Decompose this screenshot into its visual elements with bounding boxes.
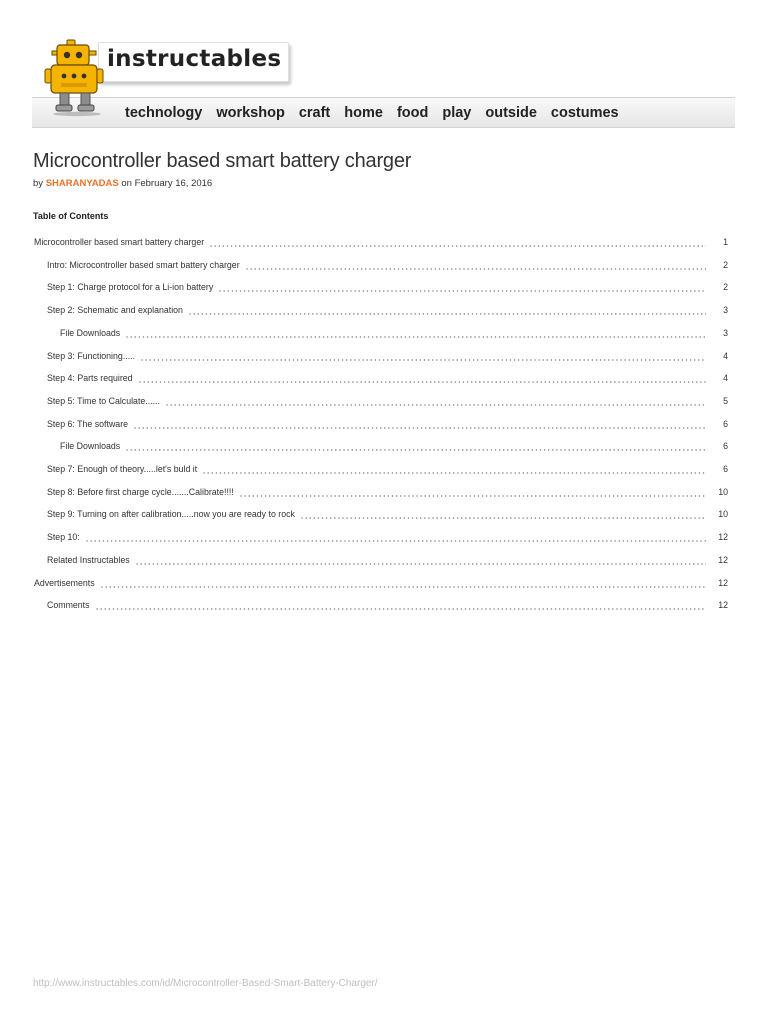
toc-dot-leader xyxy=(165,395,706,407)
toc-entry-page: 4 xyxy=(723,373,728,384)
toc-entry[interactable] xyxy=(47,390,728,412)
toc-entry[interactable] xyxy=(34,231,728,253)
toc-entry-page: 12 xyxy=(718,532,728,543)
toc-entry-page: 4 xyxy=(723,350,728,361)
toc-entry[interactable] xyxy=(47,458,728,480)
toc-entry-page: 3 xyxy=(723,305,728,316)
toc-entry-page: 12 xyxy=(718,600,728,611)
nav-item-technology[interactable]: technology xyxy=(125,104,203,121)
footer-url[interactable]: http://www.instructables.com/id/Microcontroller-Based-Smart-Battery-Charger/ xyxy=(33,978,378,989)
toc-dot-leader xyxy=(85,531,706,543)
toc-dot-leader xyxy=(300,508,706,520)
toc-entry[interactable] xyxy=(47,345,728,367)
toc-dot-leader xyxy=(218,281,706,293)
toc-entry-title[interactable]: Intro: Microcontroller based smart battery charger xyxy=(47,259,240,270)
site-header xyxy=(0,0,768,130)
toc-entry[interactable] xyxy=(47,276,728,298)
nav-item-home[interactable]: home xyxy=(344,104,383,121)
toc-entry[interactable] xyxy=(60,322,728,344)
toc-entry-page: 3 xyxy=(723,327,728,338)
toc-entry[interactable] xyxy=(47,594,728,616)
toc-entry-title[interactable]: File Downloads xyxy=(60,441,121,452)
toc-entry[interactable] xyxy=(47,481,728,503)
nav-menu xyxy=(125,98,633,127)
toc-dot-leader xyxy=(135,554,706,566)
toc-entry[interactable] xyxy=(47,413,728,435)
toc-entry-title[interactable]: Step 9: Turning on after calibration.....now you are ready to rock xyxy=(47,509,295,520)
page-title: Microcontroller based smart battery charger xyxy=(33,150,412,172)
toc-entry-title[interactable]: Step 10: xyxy=(47,532,80,543)
toc-entry[interactable] xyxy=(47,367,728,389)
toc-entry-title[interactable]: Comments xyxy=(47,600,90,611)
toc-entry-title[interactable]: Step 6: The software xyxy=(47,418,129,429)
toc-entry-page: 1 xyxy=(723,237,728,247)
toc-entry[interactable] xyxy=(60,435,728,457)
toc-entry-title[interactable]: Step 4: Parts required xyxy=(47,373,133,384)
toc-dot-leader xyxy=(245,259,706,271)
toc-entry-page: 2 xyxy=(723,282,728,293)
publish-date: on February 16, 2016 xyxy=(121,178,213,189)
nav-item-play[interactable]: play xyxy=(442,104,472,121)
toc-dot-leader xyxy=(95,599,706,611)
toc-entry[interactable] xyxy=(34,572,728,594)
toc-entry-title[interactable]: Advertisements xyxy=(34,577,95,588)
toc-dot-leader xyxy=(125,440,706,452)
toc-entry-title[interactable]: Step 2: Schematic and explanation xyxy=(47,305,183,316)
toc-entry-page: 6 xyxy=(723,464,728,474)
toc-entry-page: 2 xyxy=(723,259,728,270)
toc-entry-page: 6 xyxy=(723,441,728,452)
by-label: by xyxy=(33,178,44,189)
toc-entry-title[interactable]: Step 5: Time to Calculate...... xyxy=(47,395,160,406)
logo[interactable] xyxy=(98,42,289,82)
nav-item-outside[interactable]: outside xyxy=(485,104,537,121)
toc-entry[interactable] xyxy=(47,299,728,321)
toc-entry-page: 12 xyxy=(718,577,728,588)
toc-entry-title[interactable]: File Downloads xyxy=(60,327,121,338)
toc-entry-page: 5 xyxy=(723,395,728,406)
nav-item-craft[interactable]: craft xyxy=(298,104,331,121)
toc-entry-title[interactable]: Step 1: Charge protocol for a Li-ion battery xyxy=(47,282,214,293)
toc-entry-title[interactable]: Step 3: Functioning..... xyxy=(47,350,136,361)
toc-dot-leader xyxy=(209,236,706,248)
toc-entry-page: 10 xyxy=(718,509,728,520)
toc-dot-leader xyxy=(100,577,706,589)
toc-entry-title[interactable]: Step 7: Enough of theory.....let's buld it xyxy=(47,464,198,474)
author-link[interactable]: SHARANYADAS xyxy=(45,178,119,189)
nav-bar xyxy=(32,97,735,128)
toc-dot-leader xyxy=(202,463,706,475)
toc-entry-page: 10 xyxy=(718,486,728,497)
toc-dot-leader xyxy=(239,486,706,498)
toc-entry-page: 12 xyxy=(718,554,728,565)
toc-entry-title[interactable]: Step 8: Before first charge cycle.......Calibrate!!!! xyxy=(47,486,234,497)
toc-entry[interactable] xyxy=(47,549,728,571)
toc-dot-leader xyxy=(125,327,706,339)
toc-heading: Table of Contents xyxy=(33,211,109,221)
toc-dot-leader xyxy=(133,418,706,430)
toc-entry-title[interactable]: Related Instructables xyxy=(47,554,130,565)
toc-dot-leader xyxy=(140,350,706,362)
toc-dot-leader xyxy=(188,304,706,316)
toc-dot-leader xyxy=(138,372,706,384)
robot-mascot-icon[interactable] xyxy=(44,38,110,118)
toc-entry[interactable] xyxy=(47,503,728,525)
toc-entry-page: 6 xyxy=(723,418,728,429)
toc-entry-title[interactable]: Microcontroller based smart battery charger xyxy=(34,237,205,247)
nav-item-workshop[interactable]: workshop xyxy=(216,104,285,121)
toc-entry[interactable] xyxy=(47,254,728,276)
nav-item-costumes[interactable]: costumes xyxy=(550,104,619,121)
logo-text: instructables xyxy=(107,46,282,72)
byline xyxy=(33,178,212,189)
nav-item-food[interactable]: food xyxy=(396,104,429,121)
toc-entry[interactable] xyxy=(47,526,728,548)
